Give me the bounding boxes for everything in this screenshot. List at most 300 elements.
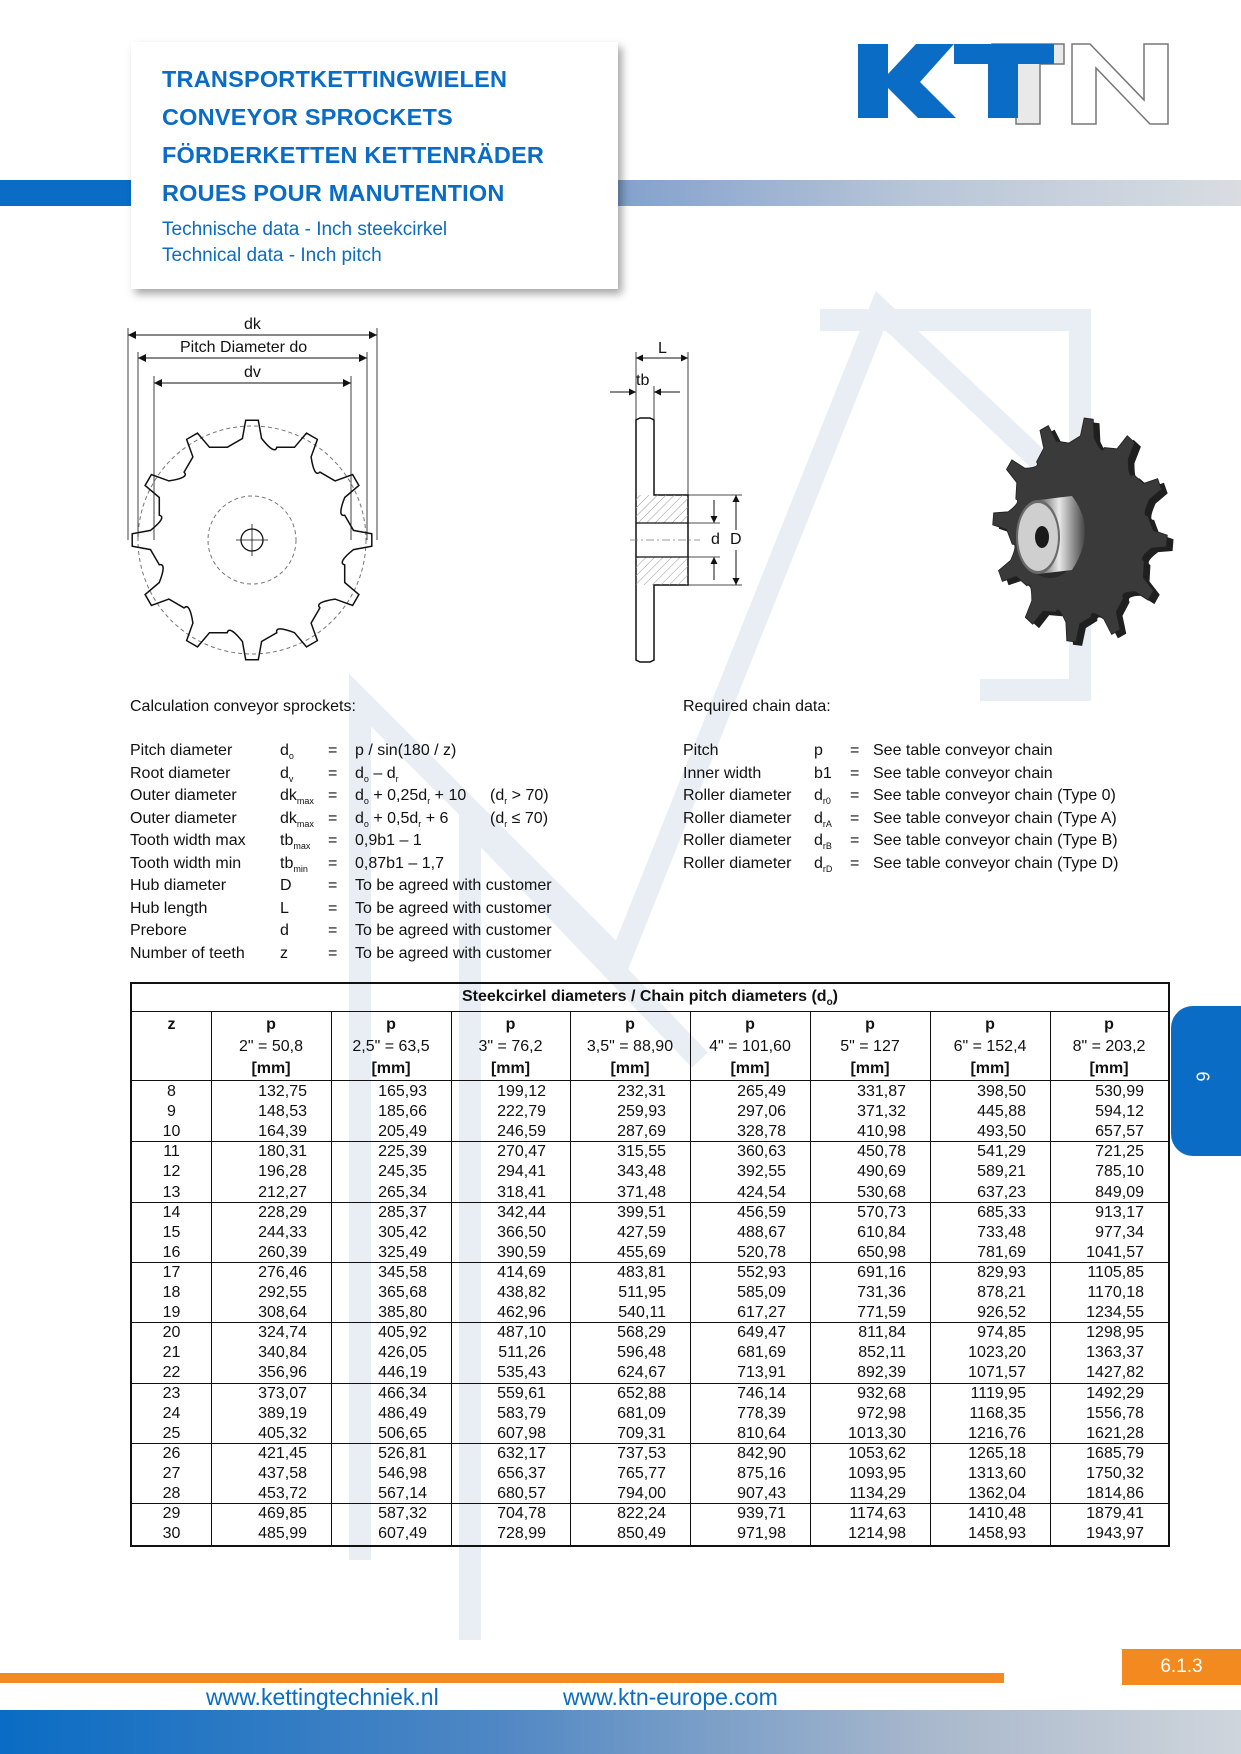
table-cell: 222,79: [497, 1103, 546, 1121]
table-cell: 1410,48: [968, 1505, 1026, 1523]
calc-name: Hub length: [130, 899, 208, 917]
calc-row: [130, 877, 590, 899]
table-cell: 530,99: [1095, 1083, 1144, 1100]
table-cell: 405,32: [258, 1424, 307, 1442]
table-cell: 568,29: [617, 1324, 666, 1342]
table-cell: 681,69: [737, 1344, 786, 1362]
table-cell: 1943,97: [1086, 1525, 1144, 1543]
calc-formula: $d_o - d_r$: [355, 764, 399, 784]
table-header-pitch: p 2,5" = 63,5 [mm]: [352, 1016, 430, 1077]
calc-title: Calculation conveyor sprockets:: [130, 698, 356, 715]
table-cell: 585,09: [737, 1284, 786, 1301]
calc-row: [130, 765, 590, 787]
table-cell: 371,48: [617, 1183, 666, 1201]
table-cell: 939,71: [737, 1505, 786, 1523]
chain-equals: =: [850, 854, 860, 872]
table-cell-z: 27: [162, 1464, 181, 1482]
chain-symbol: $d_{rA}$: [814, 809, 832, 829]
table-cell: 488,67: [737, 1223, 786, 1241]
table-cell: 737,53: [617, 1444, 666, 1462]
table-cell: 297,06: [737, 1103, 786, 1121]
chain-row: [683, 855, 1153, 877]
table-cell: 365,68: [378, 1284, 427, 1301]
table-cell: 399,51: [617, 1203, 666, 1221]
label-hub-length: L: [658, 340, 667, 357]
table-cell: 977,34: [1095, 1223, 1144, 1241]
table-cell: 1298,95: [1086, 1324, 1144, 1342]
table-cell: 487,10: [497, 1324, 546, 1342]
table-cell: 1814,86: [1086, 1485, 1144, 1502]
calc-name: Tooth width min: [130, 854, 242, 872]
table-cell: 681,09: [617, 1404, 666, 1422]
chain-value: See table conveyor chain (Type A): [873, 809, 1117, 827]
table-cell: 632,17: [497, 1444, 546, 1462]
title-dutch: TRANSPORTKETTINGWIELEN: [162, 66, 508, 92]
chain-equals: =: [850, 787, 860, 804]
calc-symbol: L: [280, 899, 289, 917]
table-cell: 287,69: [617, 1123, 666, 1141]
table-cell: 607,98: [497, 1424, 546, 1442]
table-cell: 850,49: [617, 1525, 666, 1543]
calc-formula: To be agreed with customer: [355, 922, 552, 939]
chain-value: See table conveyor chain: [873, 742, 1053, 759]
table-cell: 483,81: [617, 1263, 666, 1281]
table-cell: 165,93: [378, 1083, 427, 1100]
table-cell: 445,88: [977, 1103, 1026, 1121]
calc-condition: $(d_r \le 70)$: [490, 809, 549, 829]
table-cell-z: 24: [162, 1404, 181, 1422]
calc-name: Outer diameter: [130, 809, 237, 827]
table-cell: 424,54: [737, 1183, 786, 1201]
table-cell-z: 15: [162, 1223, 181, 1241]
table-cell: 607,49: [378, 1525, 427, 1543]
table-cell: 292,55: [258, 1284, 307, 1301]
chain-equals: =: [850, 809, 860, 827]
table-cell: 343,48: [617, 1163, 666, 1181]
table-cell: 164,39: [258, 1123, 307, 1141]
table-cell-z: 16: [162, 1243, 181, 1261]
chain-symbol: $d_{rD}$: [814, 854, 833, 874]
table-cell: 246,59: [497, 1123, 546, 1141]
table-cell: 398,50: [977, 1083, 1026, 1100]
table-cell: 624,67: [617, 1364, 666, 1382]
calc-equals: =: [328, 877, 338, 894]
table-cell: 552,93: [737, 1263, 786, 1281]
table-cell: 328,78: [737, 1123, 786, 1141]
footer-band: [0, 1710, 1241, 1754]
table-cell: 270,47: [497, 1143, 546, 1161]
calc-symbol: $dk_{max}$: [280, 809, 314, 829]
calc-formula: To be agreed with customer: [355, 944, 552, 962]
table-cell-z: 25: [162, 1424, 181, 1442]
calc-equals: =: [328, 854, 338, 872]
table-cell: 455,69: [617, 1243, 666, 1261]
table-cell: 810,64: [737, 1424, 786, 1442]
page-number: 6.1.3: [1122, 1649, 1241, 1685]
table-cell-z: 10: [162, 1123, 181, 1141]
chain-name: Roller diameter: [683, 832, 792, 849]
table-cell: 371,32: [857, 1103, 906, 1121]
calc-symbol: $d_v$: [280, 764, 294, 784]
table-cell: 1216,76: [968, 1424, 1026, 1442]
chain-value: See table conveyor chain (Type 0): [873, 787, 1116, 804]
table-cell: 892,39: [857, 1364, 906, 1382]
table-cell: 731,36: [857, 1284, 906, 1301]
table-cell: 1234,55: [1086, 1304, 1144, 1322]
table-cell: 205,49: [378, 1123, 427, 1141]
calc-row: [130, 832, 590, 854]
chain-name: Inner width: [683, 764, 762, 782]
table-cell-z: 18: [162, 1284, 181, 1301]
table-cell: 637,23: [977, 1183, 1026, 1201]
calc-symbol: $dk_{max}$: [280, 787, 314, 806]
chapter-number: 6: [1192, 1071, 1213, 1082]
table-cell: 652,88: [617, 1384, 666, 1402]
chain-row: [683, 832, 1153, 854]
table-cell-z: 14: [162, 1203, 181, 1221]
table-cell: 926,52: [977, 1304, 1026, 1322]
table-cell: 771,59: [857, 1304, 906, 1322]
table-cell-z: 22: [162, 1364, 181, 1382]
table-header-pitch: p 4" = 101,60 [mm]: [709, 1016, 791, 1077]
table-cell: 1170,18: [1087, 1284, 1144, 1301]
table-cell: 1621,28: [1086, 1424, 1144, 1442]
header-band-right: [600, 180, 1241, 206]
table-header-pitch: p 3,5" = 88,90 [mm]: [586, 1016, 674, 1077]
table-cell: 913,17: [1095, 1203, 1144, 1221]
calc-equals: =: [328, 899, 338, 917]
table-cell: 907,43: [737, 1485, 786, 1502]
table-cell: 685,33: [977, 1203, 1026, 1221]
table-cell: 405,92: [378, 1324, 427, 1342]
table-cell: 1556,78: [1086, 1404, 1144, 1422]
table-cell: 971,98: [737, 1525, 786, 1543]
table-cell: 285,37: [378, 1203, 427, 1221]
table-cell: 583,79: [497, 1404, 546, 1422]
title-box: [131, 42, 618, 289]
table-cell: 469,85: [258, 1505, 307, 1523]
table-cell: 390,59: [497, 1243, 546, 1261]
table-cell: 276,46: [258, 1263, 307, 1281]
table-cell: 1168,35: [969, 1404, 1026, 1422]
table-cell: 453,72: [258, 1485, 307, 1502]
table-cell: 450,78: [857, 1143, 906, 1161]
table-cell: 974,85: [977, 1324, 1026, 1342]
calc-equals: =: [328, 787, 338, 804]
chain-name: Roller diameter: [683, 787, 792, 804]
chain-row: [683, 742, 1153, 764]
calc-formula: p / sin(180 / z): [355, 742, 457, 759]
table-cell: 875,16: [737, 1464, 786, 1482]
table-cell: 1105,85: [1087, 1263, 1144, 1281]
calc-row: [130, 742, 590, 764]
table-cell: 649,47: [737, 1324, 786, 1342]
calc-formula: 0,87b1 – 1,7: [355, 854, 444, 872]
table-cell: 426,05: [378, 1344, 427, 1362]
calc-row: [130, 900, 590, 922]
chain-symbol: $d_{r0}$: [814, 787, 831, 806]
table-cell-z: 20: [162, 1324, 181, 1342]
table-cell: 765,77: [617, 1464, 666, 1482]
table-cell-z: 28: [162, 1485, 181, 1502]
calc-name: Pitch diameter: [130, 742, 233, 759]
table-cell: 410,98: [857, 1123, 906, 1141]
table-cell-z: 13: [162, 1183, 181, 1201]
table-cell: 446,19: [378, 1364, 427, 1382]
table-cell: 617,27: [737, 1304, 786, 1322]
table-cell: 852,11: [858, 1344, 906, 1362]
sprocket-3d-render: [980, 400, 1180, 660]
table-cell: 345,58: [378, 1263, 427, 1281]
calc-symbol: d: [280, 922, 289, 939]
pitch-diameter-table: [130, 982, 1170, 1547]
label-dv: dv: [244, 364, 261, 381]
chain-row: [683, 810, 1153, 832]
table-cell: 709,31: [617, 1424, 666, 1442]
table-cell: 185,66: [378, 1103, 427, 1121]
table-cell: 1750,32: [1086, 1464, 1144, 1482]
table-cell: 822,24: [617, 1505, 666, 1523]
chain-equals: =: [850, 832, 860, 849]
footer-orange-line: [0, 1673, 1004, 1683]
table-cell-z: 23: [162, 1384, 181, 1402]
table-cell: 493,50: [977, 1123, 1026, 1141]
subtitle-english: Technical data - Inch pitch: [162, 245, 382, 266]
table-cell: 485,99: [258, 1525, 307, 1543]
table-cell: 212,27: [258, 1183, 307, 1201]
table-cell-z: 26: [162, 1444, 181, 1462]
table-cell: 657,57: [1095, 1123, 1144, 1141]
table-cell: 1093,95: [848, 1464, 906, 1482]
calc-row: [130, 855, 590, 877]
table-cell: 1053,62: [848, 1444, 906, 1462]
title-french: ROUES POUR MANUTENTION: [162, 180, 505, 206]
calc-name: Number of teeth: [130, 944, 245, 962]
chain-row: [683, 765, 1153, 787]
table-cell: 570,73: [857, 1203, 906, 1221]
chain-name: Pitch: [683, 742, 719, 759]
calc-symbol: $d_o$: [280, 742, 294, 761]
calc-equals: =: [328, 742, 338, 759]
chain-value: See table conveyor chain: [873, 764, 1053, 782]
table-cell: 650,98: [857, 1243, 906, 1261]
chain-equals: =: [850, 764, 860, 782]
table-cell: 1174,63: [849, 1505, 906, 1523]
table-header-pitch: p 3" = 76,2 [mm]: [478, 1016, 543, 1077]
calc-symbol: z: [280, 944, 288, 962]
table-cell: 1265,18: [968, 1444, 1026, 1462]
calc-name: Root diameter: [130, 764, 231, 782]
table-cell: 389,19: [258, 1404, 307, 1422]
table-cell: 1013,30: [848, 1424, 906, 1442]
table-cell: 1685,79: [1086, 1444, 1144, 1462]
table-cell-z: 12: [162, 1163, 181, 1181]
table-cell: 1879,41: [1086, 1505, 1144, 1523]
table-cell: 392,55: [737, 1163, 786, 1181]
table-cell: 785,10: [1095, 1163, 1144, 1181]
table-header-pitch: p 2" = 50,8 [mm]: [239, 1016, 303, 1077]
table-cell: 680,57: [497, 1485, 546, 1502]
table-cell: 567,14: [378, 1485, 427, 1502]
table-cell: 1023,20: [968, 1344, 1026, 1362]
table-cell: 1427,82: [1086, 1364, 1144, 1382]
table-cell: 265,49: [737, 1083, 786, 1100]
table-cell: 1362,04: [968, 1485, 1026, 1502]
table-cell: 849,09: [1095, 1183, 1144, 1201]
label-hub-diameter: D: [730, 531, 742, 548]
table-cell: 878,21: [977, 1284, 1026, 1301]
subtitle-dutch: Technische data - Inch steekcirkel: [162, 219, 448, 240]
table-cell: 587,32: [378, 1505, 427, 1523]
table-header-pitch: p 8" = 203,2 [mm]: [1072, 1016, 1146, 1077]
calc-name: Outer diameter: [130, 787, 237, 804]
table-cell: 704,78: [497, 1505, 546, 1523]
calc-equals: =: [328, 764, 338, 782]
table-cell: 1134,29: [849, 1485, 906, 1502]
sprocket-side-view-drawing: [600, 340, 760, 670]
table-cell: 1214,98: [848, 1525, 906, 1543]
chain-row: [683, 787, 1153, 809]
table-cell: 228,29: [258, 1203, 307, 1221]
table-cell: 462,96: [497, 1304, 546, 1322]
chain-equals: =: [850, 742, 860, 759]
table-cell: 932,68: [857, 1384, 906, 1402]
table-cell: 180,31: [258, 1143, 307, 1161]
table-cell: 331,87: [857, 1083, 906, 1100]
calc-row: [130, 810, 590, 832]
calc-equals: =: [328, 832, 338, 849]
table-cell: 259,93: [617, 1103, 666, 1121]
table-cell: 540,11: [618, 1304, 666, 1322]
table-cell: 356,96: [258, 1364, 307, 1382]
title-german: FÖRDERKETTEN KETTENRÄDER: [162, 142, 545, 168]
calc-name: Prebore: [130, 922, 187, 939]
table-cell: 294,41: [497, 1163, 546, 1181]
calc-equals: =: [328, 922, 338, 939]
calc-formula: $d_o + 0,25d_r + 10$: [355, 787, 467, 806]
table-header-pitch: p 5" = 127 [mm]: [840, 1016, 900, 1077]
table-cell: 385,80: [378, 1304, 427, 1322]
label-dk: dk: [244, 316, 261, 333]
table-cell: 265,34: [378, 1183, 427, 1201]
calc-equals: =: [328, 944, 338, 962]
table-cell: 244,33: [258, 1223, 307, 1241]
table-cell: 260,39: [258, 1243, 307, 1261]
chain-value: See table conveyor chain (Type D): [873, 854, 1119, 872]
table-cell: 746,14: [737, 1384, 786, 1402]
calc-formula: $d_o + 0,5d_r + 6$: [355, 809, 449, 829]
table-cell: 340,84: [258, 1344, 307, 1362]
table-cell: 427,59: [617, 1223, 666, 1241]
table-cell: 1071,57: [968, 1364, 1026, 1382]
table-cell: 225,39: [378, 1143, 427, 1161]
table-cell: 596,48: [617, 1344, 666, 1362]
chain-symbol: p: [814, 742, 823, 759]
table-cell: 794,00: [617, 1485, 666, 1502]
calc-name: Hub diameter: [130, 877, 227, 894]
table-cell: 721,25: [1095, 1143, 1144, 1161]
chain-name: Roller diameter: [683, 854, 792, 872]
header-band-left: [0, 180, 150, 206]
table-cell: 308,64: [258, 1304, 307, 1322]
chain-symbol: b1: [814, 764, 832, 782]
table-cell: 1041,57: [1086, 1243, 1144, 1261]
calc-equals: =: [328, 809, 338, 827]
table-cell: 511,26: [498, 1344, 546, 1362]
chapter-tab: [1171, 1006, 1241, 1156]
label-pitch-diameter: Pitch Diameter do: [180, 339, 308, 356]
calc-symbol: D: [280, 877, 292, 894]
table-cell: 1313,60: [968, 1464, 1026, 1482]
table-cell: 546,98: [378, 1464, 427, 1482]
table-cell: 594,12: [1095, 1103, 1144, 1121]
calc-formula: 0,9b1 – 1: [355, 832, 422, 849]
table-header-z: z: [167, 1016, 176, 1033]
chain-value: See table conveyor chain (Type B): [873, 832, 1118, 849]
table-cell: 466,34: [378, 1384, 427, 1402]
chain-title: Required chain data:: [683, 698, 831, 715]
table-cell: 842,90: [737, 1444, 786, 1462]
table-cell: 305,42: [378, 1223, 427, 1241]
table-cell-z: 11: [163, 1143, 180, 1161]
table-cell: 360,63: [737, 1143, 786, 1161]
label-prebore: d: [711, 531, 720, 548]
table-cell: 438,82: [497, 1284, 546, 1301]
calc-formula: To be agreed with customer: [355, 877, 552, 894]
table-cell: 530,68: [857, 1183, 906, 1201]
table-header-pitch: p 6" = 152,4 [mm]: [953, 1016, 1027, 1077]
table-title: Steekcirkel diameters / Chain pitch diameters $(d_o)$: [132, 984, 1168, 1012]
table-cell: 373,07: [258, 1384, 307, 1402]
calc-symbol: $tb_{min}$: [280, 854, 308, 874]
table-cell: 778,39: [737, 1404, 786, 1422]
table-cell: 1119,95: [970, 1384, 1026, 1402]
chain-name: Roller diameter: [683, 809, 792, 827]
table-cell-z: 17: [162, 1263, 181, 1281]
table-cell: 199,12: [497, 1083, 546, 1100]
table-cell: 559,61: [497, 1384, 546, 1402]
table-cell: 490,69: [857, 1163, 906, 1181]
url-ktn-europe[interactable]: www.ktn-europe.com: [563, 1684, 778, 1710]
table-cell: 325,49: [378, 1243, 427, 1261]
table-cell-z: 8: [167, 1083, 176, 1100]
table-cell: 245,35: [378, 1163, 427, 1181]
table-cell-z: 9: [167, 1103, 176, 1121]
table-cell: 610,84: [857, 1223, 906, 1241]
table-cell: 1363,37: [1086, 1344, 1144, 1362]
table-cell-z: 30: [162, 1525, 181, 1543]
url-kettingtechniek[interactable]: www.kettingtechniek.nl: [206, 1684, 439, 1710]
chain-symbol: $d_{rB}$: [814, 832, 832, 851]
title-english: CONVEYOR SPROCKETS: [162, 104, 453, 130]
table-header-divider: [132, 1080, 1168, 1081]
table-cell: 437,58: [258, 1464, 307, 1482]
calc-name: Tooth width max: [130, 832, 246, 849]
calc-row: [130, 922, 590, 944]
calc-formula: To be agreed with customer: [355, 899, 552, 917]
calc-symbol: $tb_{max}$: [280, 832, 311, 851]
table-cell: 589,21: [977, 1163, 1026, 1181]
table-cell: 486,49: [378, 1404, 427, 1422]
table-cell: 728,99: [497, 1525, 546, 1543]
table-cell: 366,50: [497, 1223, 546, 1241]
table-cell: 148,53: [258, 1103, 307, 1121]
table-cell: 196,28: [258, 1163, 307, 1181]
table-cell: 811,84: [858, 1324, 906, 1342]
table-cell: 421,45: [258, 1444, 307, 1462]
table-cell: 506,65: [378, 1424, 427, 1442]
table-cell: 541,29: [977, 1143, 1026, 1161]
